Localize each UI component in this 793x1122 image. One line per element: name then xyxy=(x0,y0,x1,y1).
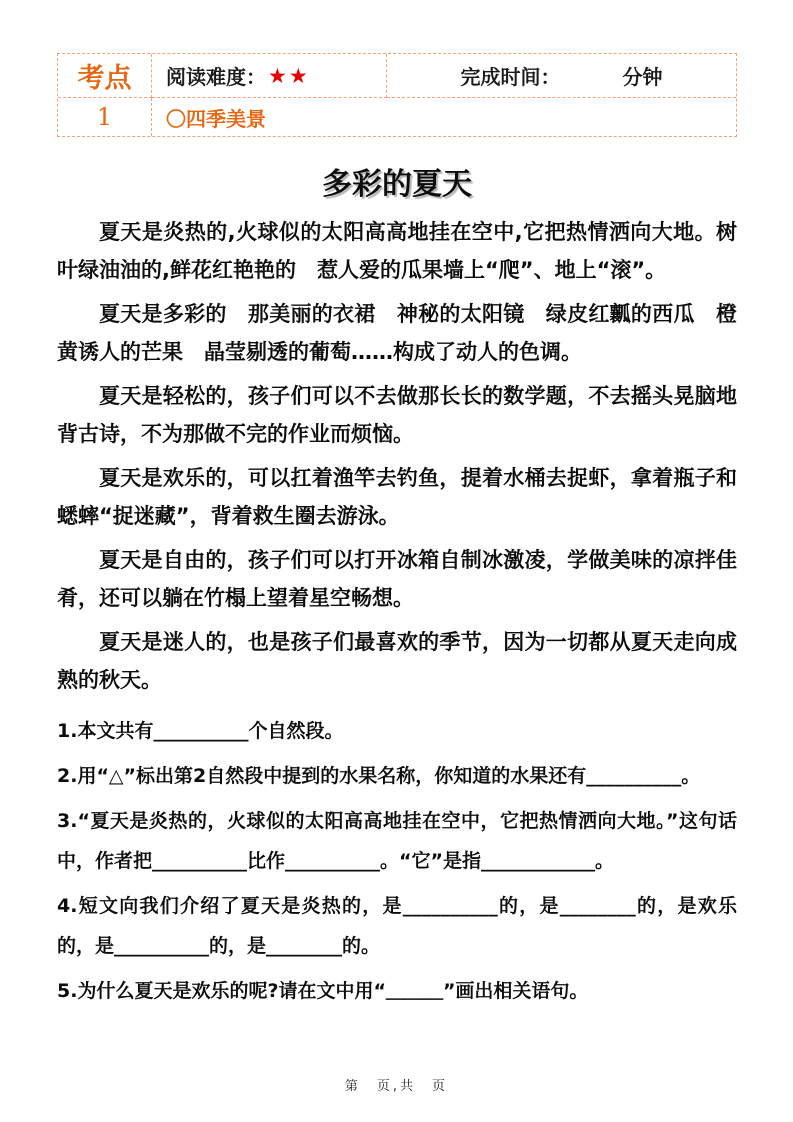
exam-point-label-cell xyxy=(58,54,152,98)
exam-point-number: 1 xyxy=(96,103,113,131)
time-label: 完成时间： xyxy=(460,65,561,89)
article-body xyxy=(57,213,737,699)
article-paragraph: 夏天是多彩的 那美丽的衣裙 神秘的太阳镜 绿皮红瓤的西瓜 橙黄诱人的芒果 晶莹剔透的葡萄……构成了动人的色调。 xyxy=(57,302,737,364)
article-paragraph: 夏天是欢乐的，可以扛着渔竿去钓鱼，提着水桶去捉虾，拿着瓶子和蟋蟀“捉迷藏”，背着救生圈去游泳。 xyxy=(57,466,737,528)
page-number-footer: 第 页,共 页 xyxy=(344,1079,449,1094)
topic-cell xyxy=(152,98,736,136)
question-list xyxy=(57,711,737,1011)
question-item: 5.为什么夏天是欢乐的呢?请在文中用“＿＿＿”画出相关语句。 xyxy=(57,980,589,1002)
exam-point-number-cell xyxy=(58,98,152,136)
topic-label: 〇四季美景 xyxy=(166,106,266,131)
exam-info-table xyxy=(57,53,737,137)
question-item: 1.本文共有__________个自然段。 xyxy=(57,720,344,742)
question-item: 2.用“△”标出第2自然段中提到的水果名称，你知道的水果还有__________。 xyxy=(57,765,701,787)
article-title: 多彩的夏天 xyxy=(322,167,472,202)
question-item: 3.“夏天是炎热的，火球似的太阳高高地挂在空中，它把热情洒向大地。”这句话中，作者把__________比作__________。“它”是指____________。 xyxy=(57,810,737,872)
article-paragraph: 夏天是炎热的,火球似的太阳高高地挂在空中,它把热情洒向大地。树叶绿油油的,鲜花红艳艳的 惹人爱的瓜果墙上“爬”、地上“滚”。 xyxy=(57,220,737,282)
difficulty-stars-icon: ★★ xyxy=(268,63,310,88)
article-paragraph: 夏天是轻松的，孩子们可以不去做那长长的数学题，不去摇头晃脑地背古诗，不为那做不完的作业而烦恼。 xyxy=(57,384,737,446)
question-item: 4.短文向我们介绍了夏天是炎热的，是__________的，是________的，是欢乐的，是__________的，是________的。 xyxy=(57,895,737,957)
reading-difficulty-cell xyxy=(152,54,387,98)
article-paragraph: 夏天是自由的，孩子们可以打开冰箱自制冰激凌，学做美味的凉拌佳肴，还可以躺在竹榻上望着星空畅想。 xyxy=(57,548,737,610)
time-unit: 分钟 xyxy=(622,65,663,89)
page-content xyxy=(0,53,793,1011)
difficulty-label: 阅读难度： xyxy=(166,65,266,89)
article-paragraph: 夏天是迷人的，也是孩子们最喜欢的季节，因为一切都从夏天走向成熟的秋天。 xyxy=(57,630,737,692)
exam-point-label: 考点 xyxy=(77,63,132,94)
completion-time-cell xyxy=(387,54,736,98)
